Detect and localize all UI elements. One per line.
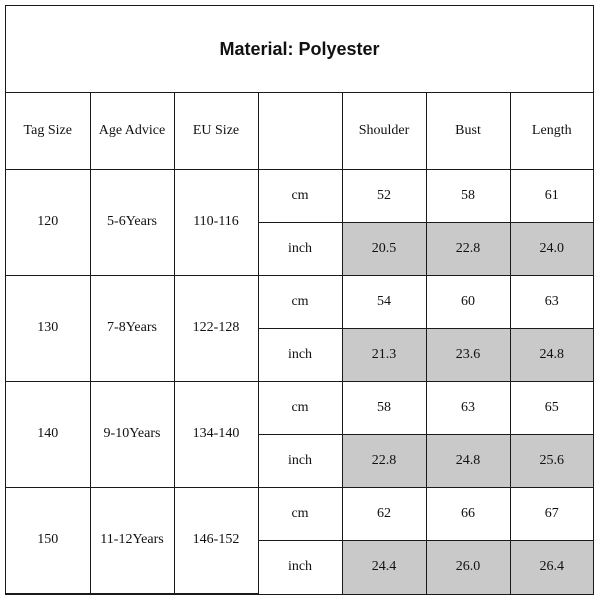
table-row <box>6 169 593 222</box>
unit-cell: cm <box>258 487 342 540</box>
length-cell: 65 <box>510 381 593 434</box>
shoulder-cell: 21.3 <box>342 328 426 381</box>
tag-size-cell: 120 <box>6 169 90 275</box>
eu-size-cell: 110-116 <box>174 169 258 275</box>
header-bust: Bust <box>426 93 510 169</box>
age-advice-cell: 5-6Years <box>90 169 174 275</box>
unit-cell: inch <box>258 222 342 275</box>
header-row <box>6 93 593 169</box>
shoulder-cell: 58 <box>342 381 426 434</box>
length-cell: 67 <box>510 487 593 540</box>
unit-cell: cm <box>258 275 342 328</box>
header-tag-size: Tag Size <box>6 93 90 169</box>
shoulder-cell: 54 <box>342 275 426 328</box>
bust-cell: 60 <box>426 275 510 328</box>
unit-cell: inch <box>258 434 342 487</box>
eu-size-cell: 122-128 <box>174 275 258 381</box>
shoulder-cell: 24.4 <box>342 540 426 593</box>
tag-size-cell: 150 <box>6 487 90 593</box>
length-cell: 24.0 <box>510 222 593 275</box>
table-row <box>6 275 593 328</box>
eu-size-cell: 146-152 <box>174 487 258 593</box>
bust-cell: 24.8 <box>426 434 510 487</box>
bust-cell: 63 <box>426 381 510 434</box>
header-length: Length <box>510 93 593 169</box>
bust-cell: 22.8 <box>426 222 510 275</box>
bust-cell: 26.0 <box>426 540 510 593</box>
length-cell: 26.4 <box>510 540 593 593</box>
shoulder-cell: 22.8 <box>342 434 426 487</box>
header-unit <box>258 93 342 169</box>
bust-cell: 66 <box>426 487 510 540</box>
unit-cell: cm <box>258 381 342 434</box>
age-advice-cell: 11-12Years <box>90 487 174 593</box>
tag-size-cell: 140 <box>6 381 90 487</box>
length-cell: 61 <box>510 169 593 222</box>
header-age-advice: Age Advice <box>90 93 174 169</box>
age-advice-cell: 7-8Years <box>90 275 174 381</box>
length-cell: 63 <box>510 275 593 328</box>
shoulder-cell: 52 <box>342 169 426 222</box>
bust-cell: 58 <box>426 169 510 222</box>
eu-size-cell: 134-140 <box>174 381 258 487</box>
bust-cell: 23.6 <box>426 328 510 381</box>
length-cell: 24.8 <box>510 328 593 381</box>
tag-size-cell: 130 <box>6 275 90 381</box>
table-row <box>6 381 593 434</box>
size-chart <box>5 5 594 595</box>
age-advice-cell: 9-10Years <box>90 381 174 487</box>
shoulder-cell: 20.5 <box>342 222 426 275</box>
unit-cell: inch <box>258 328 342 381</box>
unit-cell: cm <box>258 169 342 222</box>
size-table <box>6 93 593 594</box>
chart-title: Material: Polyester <box>6 6 593 93</box>
shoulder-cell: 62 <box>342 487 426 540</box>
header-eu-size: EU Size <box>174 93 258 169</box>
length-cell: 25.6 <box>510 434 593 487</box>
table-row <box>6 487 593 540</box>
header-shoulder: Shoulder <box>342 93 426 169</box>
unit-cell: inch <box>258 540 342 593</box>
